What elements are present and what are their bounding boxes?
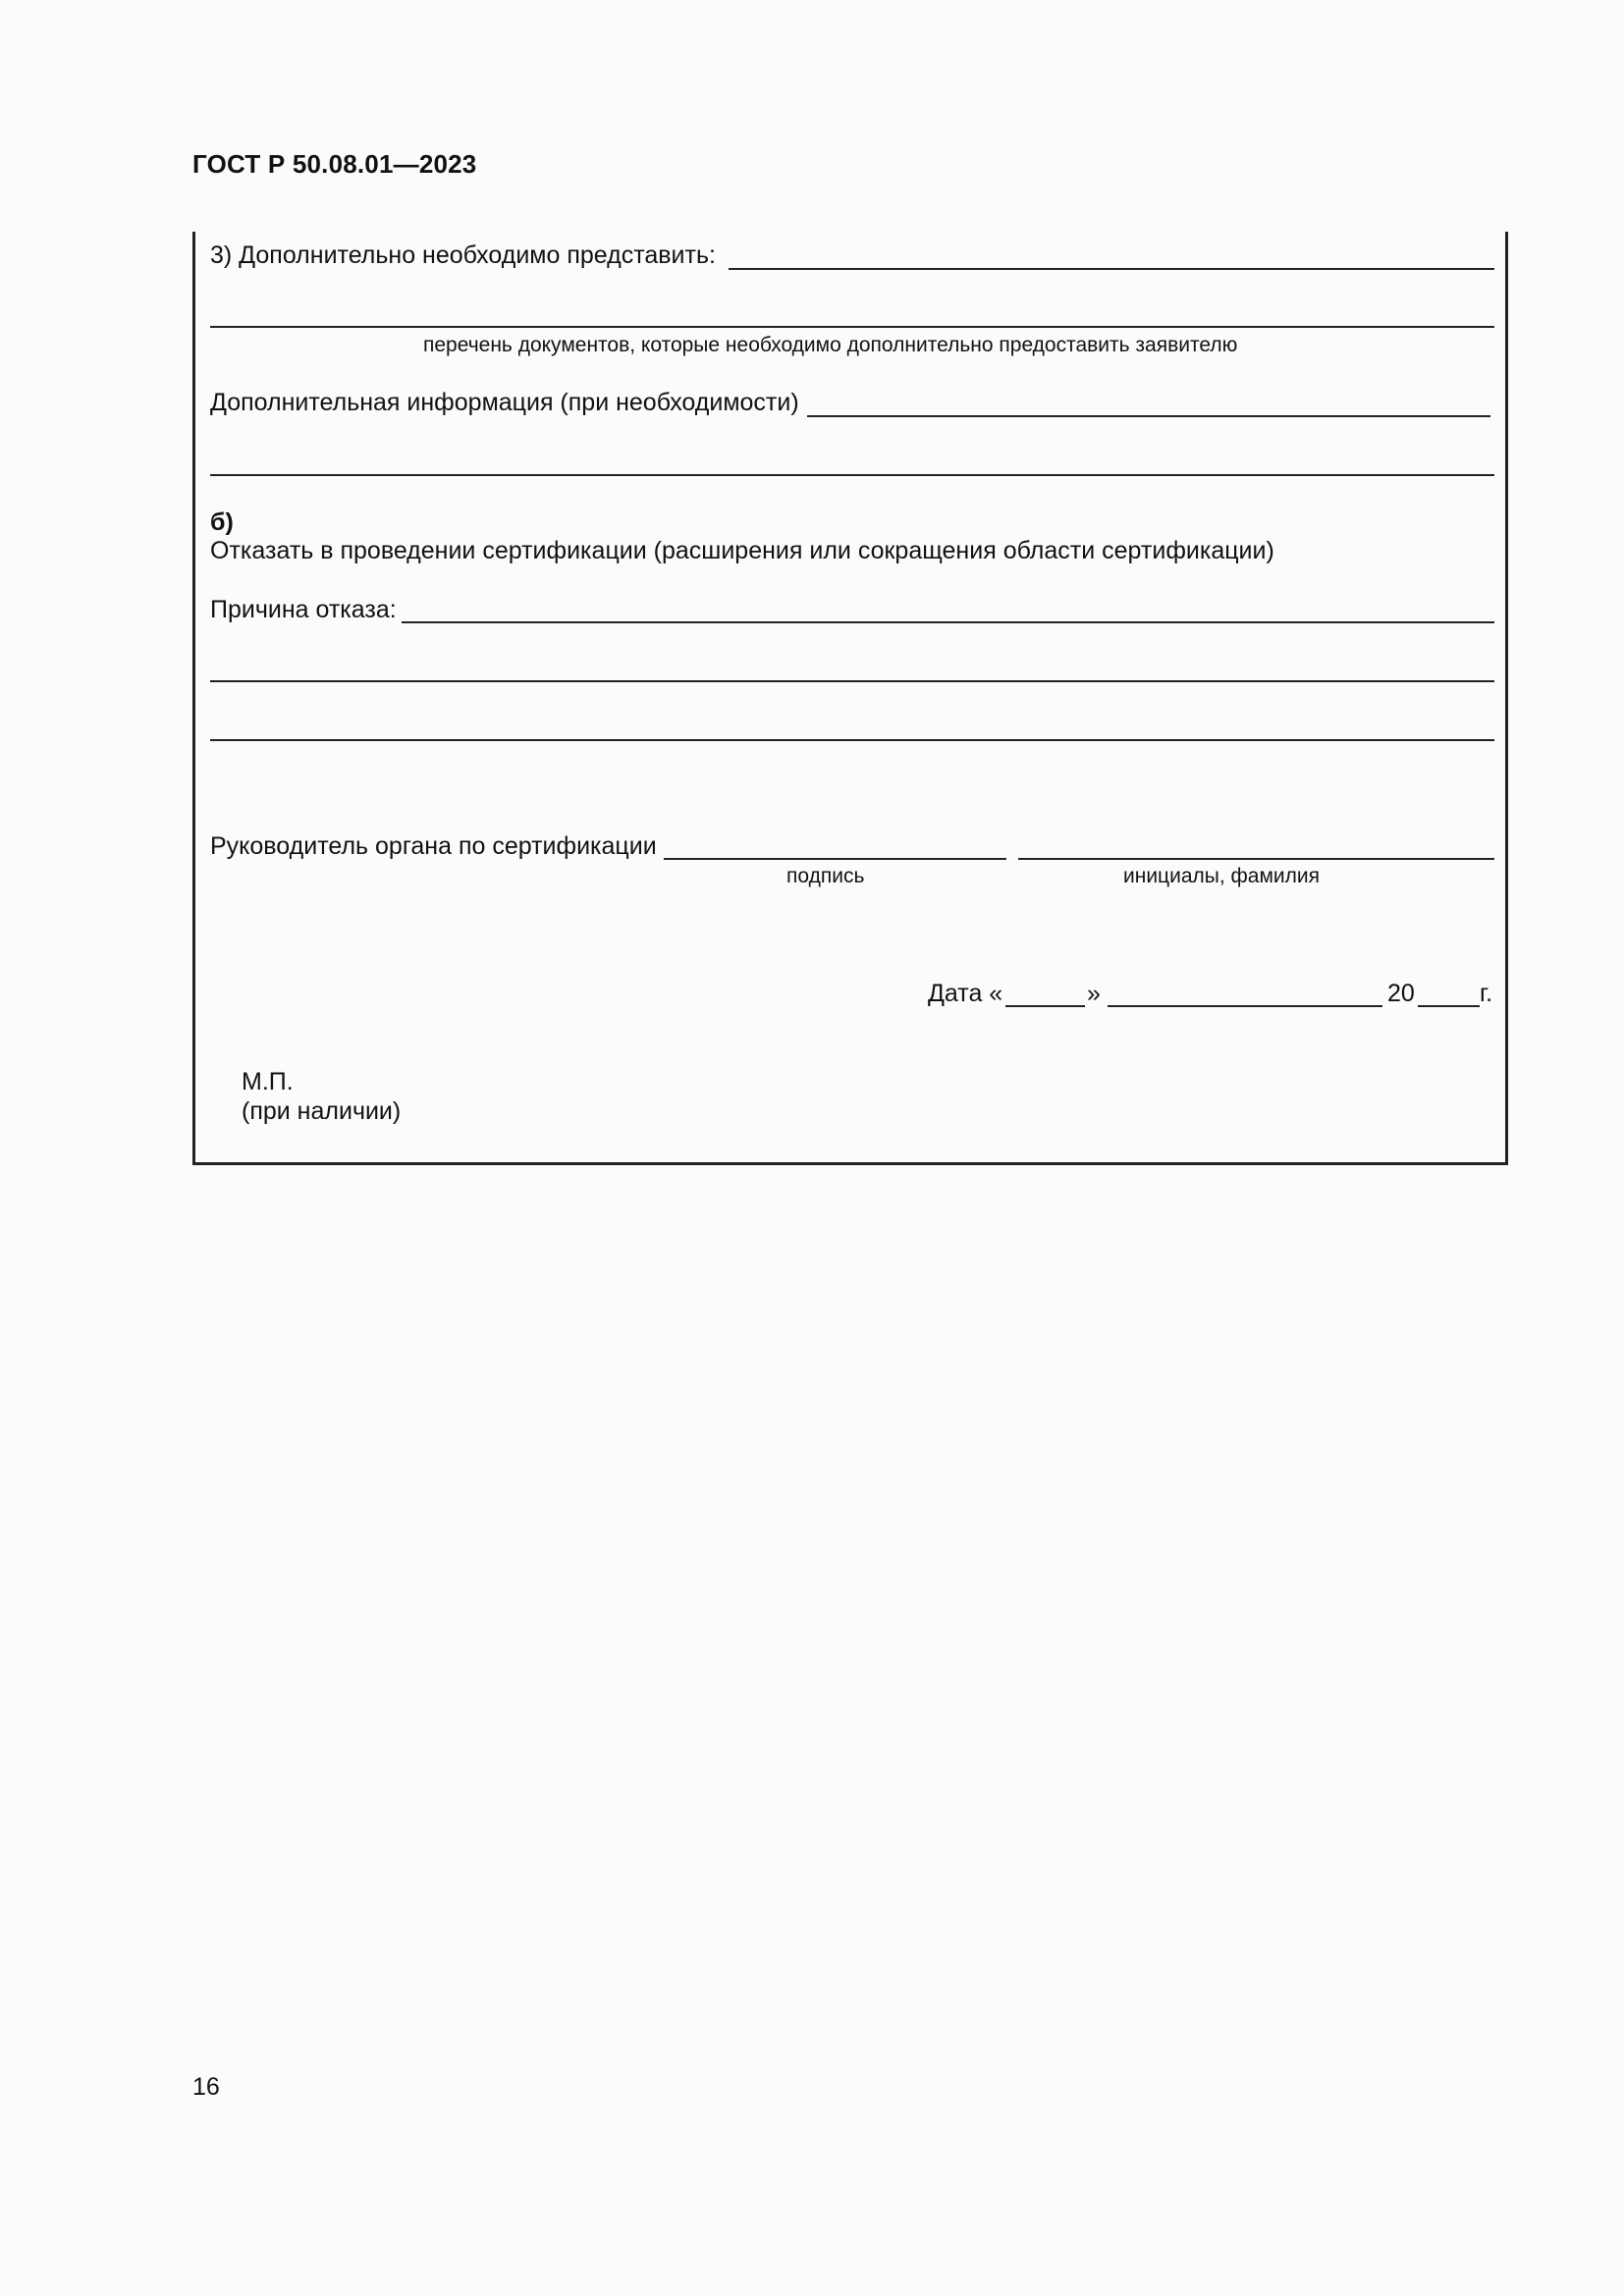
additional-docs-field[interactable] xyxy=(729,268,1494,270)
refusal-reason-field[interactable] xyxy=(402,621,1494,623)
head-of-body-label: Руководитель органа по сертификации xyxy=(210,832,657,860)
additional-info-field[interactable] xyxy=(807,415,1490,417)
refusal-reason-label: Причина отказа: xyxy=(210,596,397,623)
form-frame xyxy=(192,232,1508,1165)
date-day-field[interactable] xyxy=(1005,1005,1085,1007)
page-number: 16 xyxy=(192,2073,220,2101)
additional-info-label: Дополнительная информация (при необходимости) xyxy=(210,389,799,416)
document-header: ГОСТ Р 50.08.01—2023 xyxy=(192,149,477,179)
name-field[interactable] xyxy=(1018,858,1494,860)
date-month-field[interactable] xyxy=(1108,1005,1382,1007)
additional-docs-label: 3) Дополнительно необходимо представить: xyxy=(210,241,716,269)
additional-info-field-line2[interactable] xyxy=(210,474,1494,476)
refuse-certification-text: Отказать в проведении сертификации (расширения или сокращения области сертификации) xyxy=(210,537,1274,564)
date-year-prefix: 20 xyxy=(1387,980,1415,1007)
signature-caption: подпись xyxy=(786,865,865,887)
documents-hint: перечень документов, которые необходимо дополнительно предоставить заявителю xyxy=(423,334,1238,356)
section-b-marker: б) xyxy=(210,508,234,536)
date-year-suffix: г. xyxy=(1480,980,1493,1007)
name-caption: инициалы, фамилия xyxy=(1123,865,1320,887)
date-year-field[interactable] xyxy=(1418,1005,1480,1007)
stamp-if-any: (при наличии) xyxy=(242,1097,402,1125)
additional-docs-field-line2[interactable] xyxy=(210,326,1494,328)
date-quote-close: » xyxy=(1087,980,1101,1007)
refusal-reason-field-line3[interactable] xyxy=(210,739,1494,741)
date-label: Дата « xyxy=(928,980,1003,1007)
refusal-reason-field-line2[interactable] xyxy=(210,680,1494,682)
signature-field[interactable] xyxy=(664,858,1006,860)
stamp-label: М.П. xyxy=(242,1068,294,1095)
